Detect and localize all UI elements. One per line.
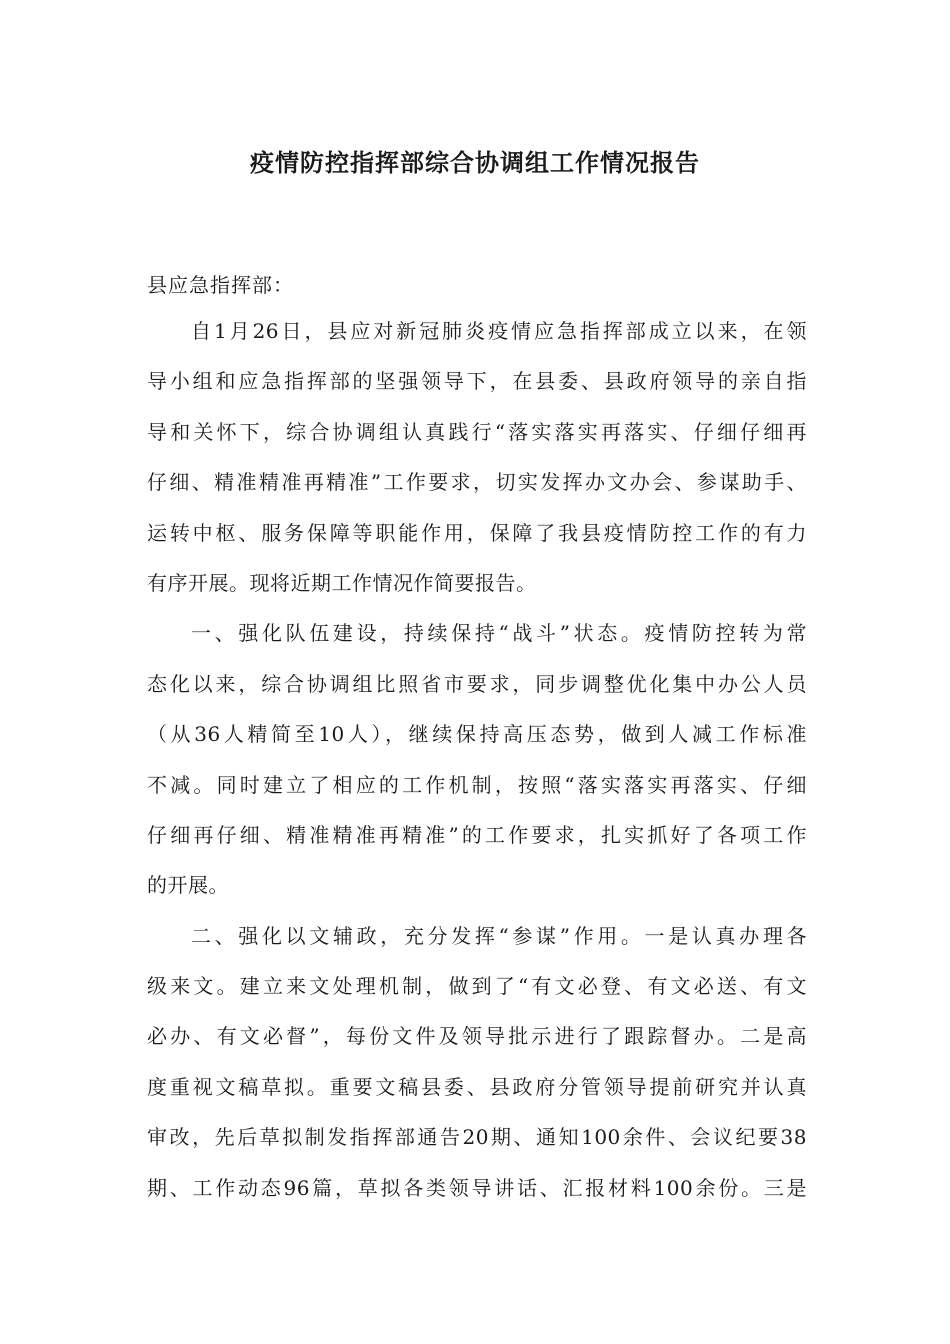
paragraph-line: 态化以来，综合协调组比照省市要求，同步调整优化集中办公人员	[147, 671, 807, 696]
document-body	[147, 314, 807, 1221]
paragraph-line: 级来文。建立来文处理机制，做到了“有文必登、有文必送、有文	[147, 974, 807, 999]
paragraph-line: 导小组和应急指挥部的坚强领导下，在县委、县政府领导的亲自指	[147, 369, 807, 394]
paragraph-line: 必办、有文必督”，每份文件及领导批示进行了跟踪督办。二是高	[147, 1024, 807, 1049]
paragraph-line: （从36人精简至10人），继续保持高压态势，做到人减工作标准	[147, 722, 807, 747]
paragraph-line: 仔细再仔细、精准精准再精准”的工作要求，扎实抓好了各项工作	[147, 822, 807, 847]
paragraph-line: 不减。同时建立了相应的工作机制，按照“落实落实再落实、仔细	[147, 772, 807, 797]
paragraph-line: 的开展。	[147, 873, 229, 898]
paragraph-line: 仔细、精准精准再精准”工作要求，切实发挥办文办会、参谋助手、	[147, 470, 807, 495]
paragraph-line: 二、强化以文辅政，充分发挥“参谋”作用。一是认真办理各	[191, 923, 807, 948]
paragraph-line: 度重视文稿草拟。重要文稿县委、县政府分管领导提前研究并认真	[147, 1074, 807, 1099]
document-title: 疫情防控指挥部综合协调组工作情况报告	[250, 148, 700, 177]
salutation: 县应急指挥部：	[147, 273, 294, 297]
paragraph-line: 导和关怀下，综合协调组认真践行“落实落实再落实、仔细仔细再	[147, 419, 807, 444]
paragraph-line: 自1月26日，县应对新冠肺炎疫情应急指挥部成立以来，在领	[191, 319, 807, 343]
paragraph-line: 有序开展。现将近期工作情况作简要报告。	[147, 570, 537, 595]
paragraph-line: 审改，先后草拟制发指挥部通告20期、通知100余件、会议纪要38	[147, 1125, 807, 1150]
paragraph-line: 运转中枢、服务保障等职能作用，保障了我县疫情防控工作的有力	[147, 520, 807, 545]
paragraph-line: 期、工作动态96篇，草拟各类领导讲话、汇报材料100余份。三是	[147, 1175, 807, 1200]
paragraph-line: 一、强化队伍建设，持续保持“战斗”状态。疫情防控转为常	[191, 621, 807, 646]
